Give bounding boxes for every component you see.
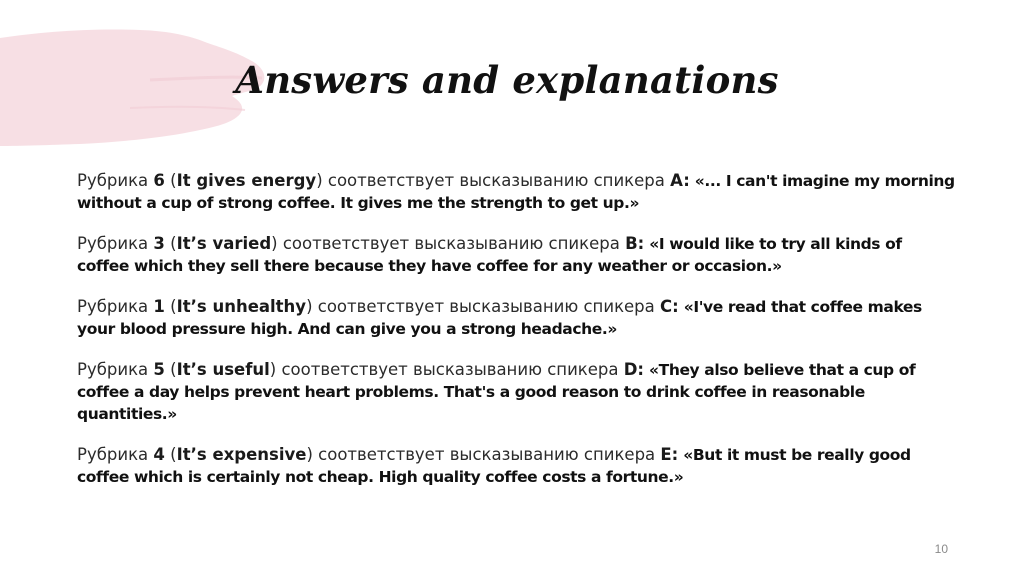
answer-close-paren: ) xyxy=(269,360,277,379)
answer-item xyxy=(77,296,957,340)
answer-middle-text: соответствует высказыванию спикера xyxy=(312,445,661,464)
answer-item xyxy=(77,233,957,277)
answer-close-paren: ) xyxy=(271,234,278,253)
answer-close-paren: ) xyxy=(306,297,313,316)
answer-item xyxy=(77,359,957,425)
rubric-heading: It’s useful xyxy=(176,360,270,379)
answer-middle-text: соответствует высказыванию спикера xyxy=(276,360,624,379)
speaker-label: B: xyxy=(625,234,645,253)
answer-item xyxy=(77,444,957,488)
speaker-quote: «... I can't imagine my morning without a cup of strong coffee. It gives me the strength to get up.» xyxy=(77,172,955,212)
answer-open-paren: ( xyxy=(164,297,177,316)
speaker-label: E: xyxy=(660,445,679,464)
answer-prefix: Рубрика xyxy=(77,171,154,190)
answer-prefix: Рубрика xyxy=(77,445,154,464)
answer-middle-text: соответствует высказыванию спикера xyxy=(312,297,661,316)
page-number: 10 xyxy=(934,542,948,556)
answer-open-paren: ( xyxy=(164,445,177,464)
answers-list xyxy=(77,170,957,507)
answer-middle-text: соответствует высказыванию спикера xyxy=(277,234,626,253)
speaker-label: A: xyxy=(670,171,690,190)
rubric-number: 4 xyxy=(153,445,165,464)
answer-prefix: Рубрика xyxy=(77,297,154,316)
answer-item xyxy=(77,170,957,214)
rubric-heading: It’s expensive xyxy=(176,445,307,464)
answer-open-paren: ( xyxy=(164,171,177,190)
answer-close-paren: ) xyxy=(306,445,313,464)
answer-prefix: Рубрика xyxy=(77,234,154,253)
rubric-heading: It gives energy xyxy=(176,171,317,190)
answer-open-paren: ( xyxy=(164,360,177,379)
speaker-quote: «I've read that coffee makes your blood pressure high. And can give you a strong headache.» xyxy=(77,298,922,338)
slide-title: Answers and explanations xyxy=(235,58,779,102)
rubric-heading: It’s unhealthy xyxy=(176,297,307,316)
answer-close-paren: ) xyxy=(316,171,323,190)
speaker-label: C: xyxy=(660,297,679,316)
rubric-number: 1 xyxy=(153,297,165,316)
rubric-heading: It’s varied xyxy=(176,234,272,253)
answer-middle-text: соответствует высказыванию спикера xyxy=(322,171,671,190)
rubric-number: 3 xyxy=(153,234,165,253)
speaker-quote: «I would like to try all kinds of coffee which they sell there because they have coffee for any weather or occasion.» xyxy=(77,235,902,275)
speaker-quote: «They also believe that a cup of coffee a day helps prevent heart problems. That's a good reason to drink coffee in reasonable quantities.» xyxy=(77,361,916,423)
answer-open-paren: ( xyxy=(164,234,177,253)
rubric-number: 6 xyxy=(153,171,165,190)
rubric-number: 5 xyxy=(153,360,165,379)
answer-prefix: Рубрика xyxy=(77,360,154,379)
speaker-label: D: xyxy=(623,360,645,379)
speaker-quote: «But it must be really good coffee which is certainly not cheap. High quality coffee costs a fortune.» xyxy=(77,446,911,486)
